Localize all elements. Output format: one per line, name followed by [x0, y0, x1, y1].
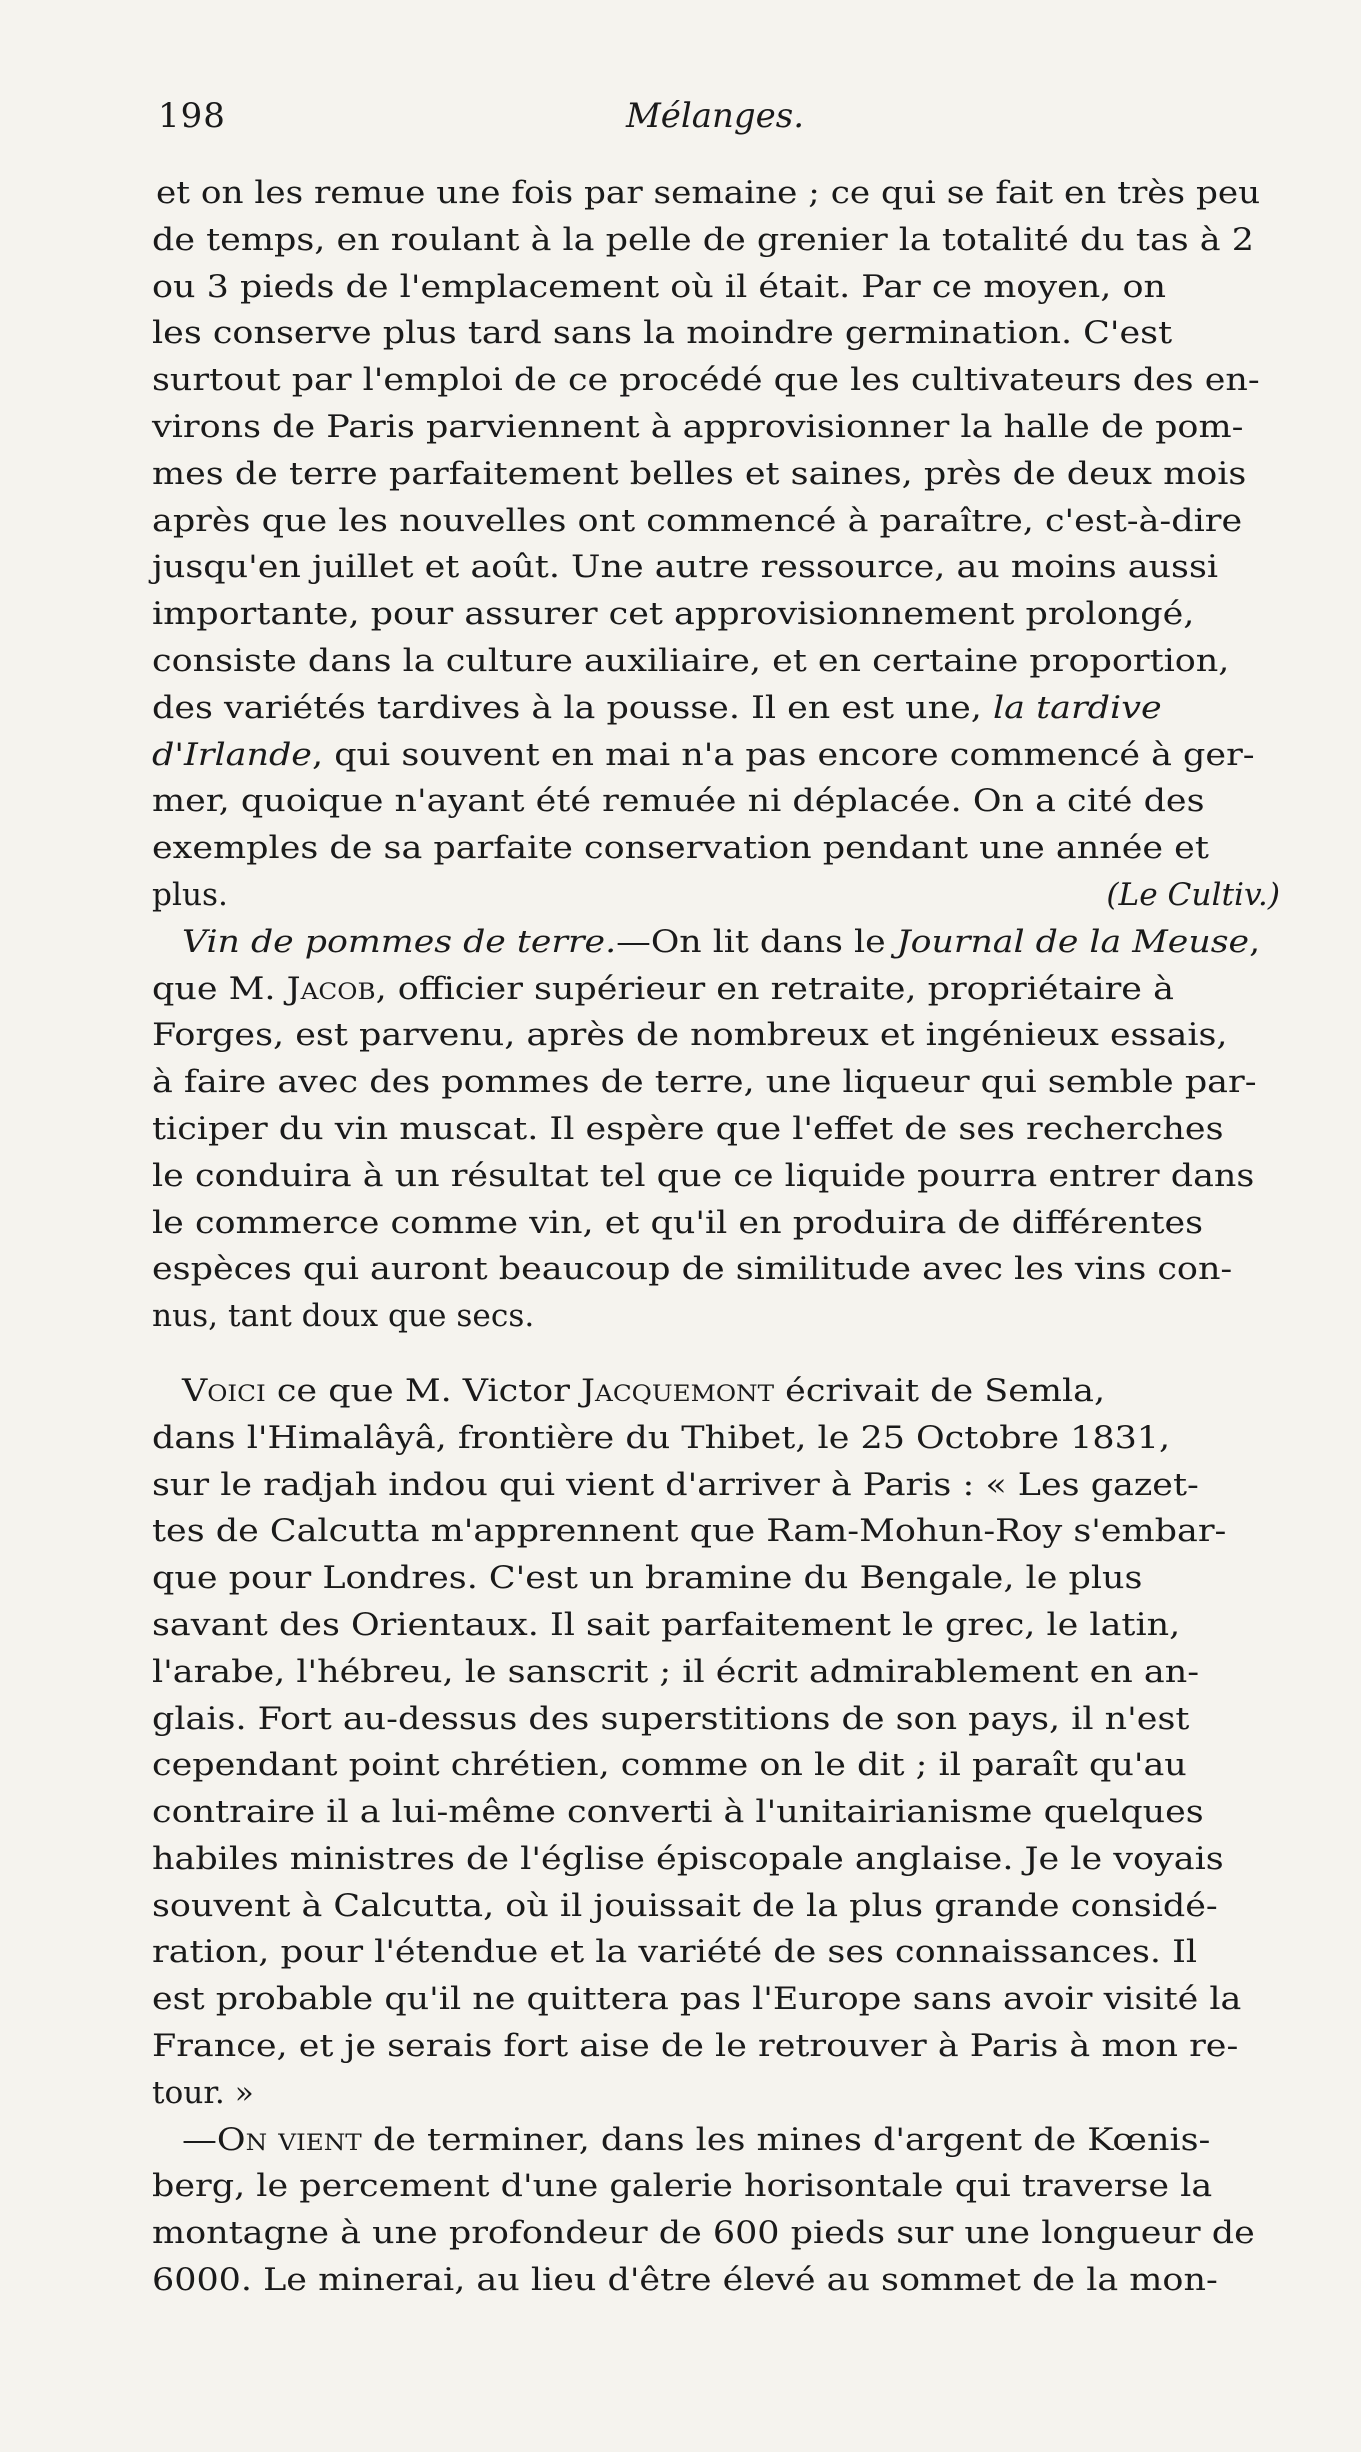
line-text: 6000. Le minerai, au lieu d'être élevé au sommet de la mon-: [152, 2262, 1218, 2299]
text-line: [140, 1368, 1280, 1415]
line-text: ticiper du vin muscat. Il espère que l'effet de ses recherches: [152, 1110, 1224, 1147]
text-line: [140, 2117, 1280, 2164]
text-line: [140, 1153, 1280, 1200]
line-text: mes de terre parfaitement belles et saines, près de deux mois: [152, 455, 1247, 492]
text-line: [140, 544, 1280, 591]
line-text: virons de Paris parviennent à approvisionner la halle de pom-: [152, 408, 1244, 445]
line-text: sur le radjah indou qui vient d'arriver à Paris : « Les gazet-: [152, 1466, 1199, 1503]
text-line: [140, 1106, 1280, 1153]
text-line: [140, 1929, 1280, 1976]
text-line: [140, 1462, 1280, 1509]
line-text: importante, pour assurer cet approvisionnement prolongé,: [152, 596, 1195, 633]
text-line: [140, 638, 1280, 685]
text-line: [140, 591, 1280, 638]
line-text: tour. »: [152, 2074, 254, 2111]
text-line: [140, 404, 1280, 451]
line-text: que M. Jacob, officier supérieur en retraite, propriétaire à: [152, 970, 1174, 1007]
line-text: plus.: [152, 876, 228, 913]
line-text: Forges, est parvenu, après de nombreux et ingénieux essais,: [152, 1017, 1228, 1054]
text-line: [140, 1059, 1280, 1106]
line-text: espèces qui auront beaucoup de similitude avec les vins con-: [152, 1251, 1233, 1288]
text-line: [140, 825, 1280, 872]
source-citation: (Le Cultiv.): [1106, 876, 1280, 913]
text-line: [140, 2210, 1280, 2257]
text-line: [140, 685, 1280, 732]
line-text: souvent à Calcutta, où il jouissait de la plus grande considé-: [152, 1887, 1218, 1924]
line-text: habiles ministres de l'église épiscopale anglaise. Je le voyais: [152, 1840, 1224, 1877]
text-line: [140, 732, 1280, 779]
text-line: [140, 2163, 1280, 2210]
text-line: [140, 217, 1280, 264]
text-line: [140, 919, 1280, 966]
line-text: nus, tant doux que secs.: [152, 1298, 535, 1335]
line-text: montagne à une profondeur de 600 pieds sur une longueur de: [152, 2215, 1255, 2252]
line-text: d'Irlande, qui souvent en mai n'a pas encore commencé à ger-: [152, 736, 1255, 773]
text-line: [140, 1649, 1280, 1696]
line-text: consiste dans la culture auxiliaire, et en certaine proportion,: [152, 642, 1230, 679]
text-line: [140, 872, 1280, 919]
text-line: [140, 1836, 1280, 1883]
line-text: Voici ce que M. Victor Jacquemont écrivait de Semla,: [182, 1372, 1106, 1409]
page-number: 198: [158, 96, 226, 136]
line-text: France, et je serais fort aise de le retrouver à Paris à mon re-: [152, 2028, 1239, 2065]
text-line: [140, 498, 1280, 545]
line-text: jusqu'en juillet et août. Une autre ressource, au moins aussi: [152, 549, 1219, 586]
line-text: —On vient de terminer, dans les mines d'argent de Kœnis-: [182, 2121, 1211, 2158]
line-text: de temps, en roulant à la pelle de grenier la totalité du tas à 2: [152, 221, 1254, 258]
line-text: est probable qu'il ne quittera pas l'Europe sans avoir visité la: [152, 1981, 1242, 2018]
line-text: cependant point chrétien, comme on le dit ; il paraît qu'au: [152, 1747, 1187, 1784]
line-text: et on les remue une fois par semaine ; ce qui se fait en très peu: [156, 175, 1261, 211]
line-text: le conduira à un résultat tel que ce liquide pourra entrer dans: [152, 1157, 1255, 1194]
line-text: ou 3 pieds de l'emplacement où il était. Par ce moyen, on: [152, 268, 1166, 305]
text-line: [140, 310, 1280, 357]
text-line: [140, 357, 1280, 404]
running-head: Mélanges.: [625, 96, 805, 136]
text-line: [140, 1555, 1280, 1602]
text-line: [140, 1742, 1280, 1789]
line-text: dans l'Himalâyâ, frontière du Thibet, le 25 Octobre 1831,: [152, 1419, 1171, 1456]
text-line: [140, 170, 1280, 217]
line-text: savant des Orientaux. Il sait parfaitement le grec, le latin,: [152, 1606, 1181, 1643]
text-line: [140, 1415, 1280, 1462]
line-text: les conserve plus tard sans la moindre germination. C'est: [152, 315, 1173, 352]
text-line: [140, 1246, 1280, 1293]
text-line: [140, 1293, 1280, 1340]
line-text: l'arabe, l'hébreu, le sanscrit ; il écrit admirablement en an-: [152, 1653, 1200, 1690]
line-text: que pour Londres. C'est un bramine du Bengale, le plus: [152, 1560, 1143, 1597]
text-line: [140, 1508, 1280, 1555]
line-text: mer, quoique n'ayant été remuée ni déplacée. On a cité des: [152, 783, 1205, 820]
text-line: [140, 1340, 1280, 1368]
line-text: glais. Fort au-dessus des superstitions de son pays, il n'est: [152, 1700, 1190, 1737]
line-text: après que les nouvelles ont commencé à paraître, c'est-à-dire: [152, 502, 1243, 539]
text-line: [140, 2257, 1280, 2304]
body-text: [140, 170, 1280, 2304]
line-text: surtout par l'emploi de ce procédé que les cultivateurs des en-: [152, 362, 1260, 399]
line-text: ration, pour l'étendue et la variété de ses connaissances. Il: [152, 1934, 1198, 1971]
text-line: [140, 2070, 1280, 2117]
line-text: des variétés tardives à la pousse. Il en est une, la tardive: [152, 689, 1162, 726]
text-line: [140, 778, 1280, 825]
line-text: contraire il a lui-même converti à l'unitairianisme quelques: [152, 1794, 1204, 1831]
text-line: [140, 451, 1280, 498]
text-line: [140, 1976, 1280, 2023]
text-line: [140, 1200, 1280, 1247]
line-text: Vin de pommes de terre.—On lit dans le Journal de la Meuse,: [182, 923, 1261, 960]
line-text: tes de Calcutta m'apprennent que Ram-Mohun-Roy s'embar-: [152, 1513, 1227, 1550]
text-line: [140, 1602, 1280, 1649]
text-line: [140, 264, 1280, 311]
text-line: [140, 2023, 1280, 2070]
line-text: berg, le percement d'une galerie horisontale qui traverse la: [152, 2168, 1213, 2205]
text-line: [140, 1012, 1280, 1059]
text-line: [140, 1696, 1280, 1743]
line-text: le commerce comme vin, et qu'il en produira de différentes: [152, 1204, 1204, 1241]
line-text: exemples de sa parfaite conservation pendant une année et: [152, 830, 1209, 867]
text-line: [140, 1883, 1280, 1930]
text-line: [140, 1789, 1280, 1836]
text-line: [140, 966, 1280, 1013]
page-header: [150, 96, 1280, 156]
line-text: à faire avec des pommes de terre, une liqueur qui semble par-: [152, 1064, 1257, 1101]
